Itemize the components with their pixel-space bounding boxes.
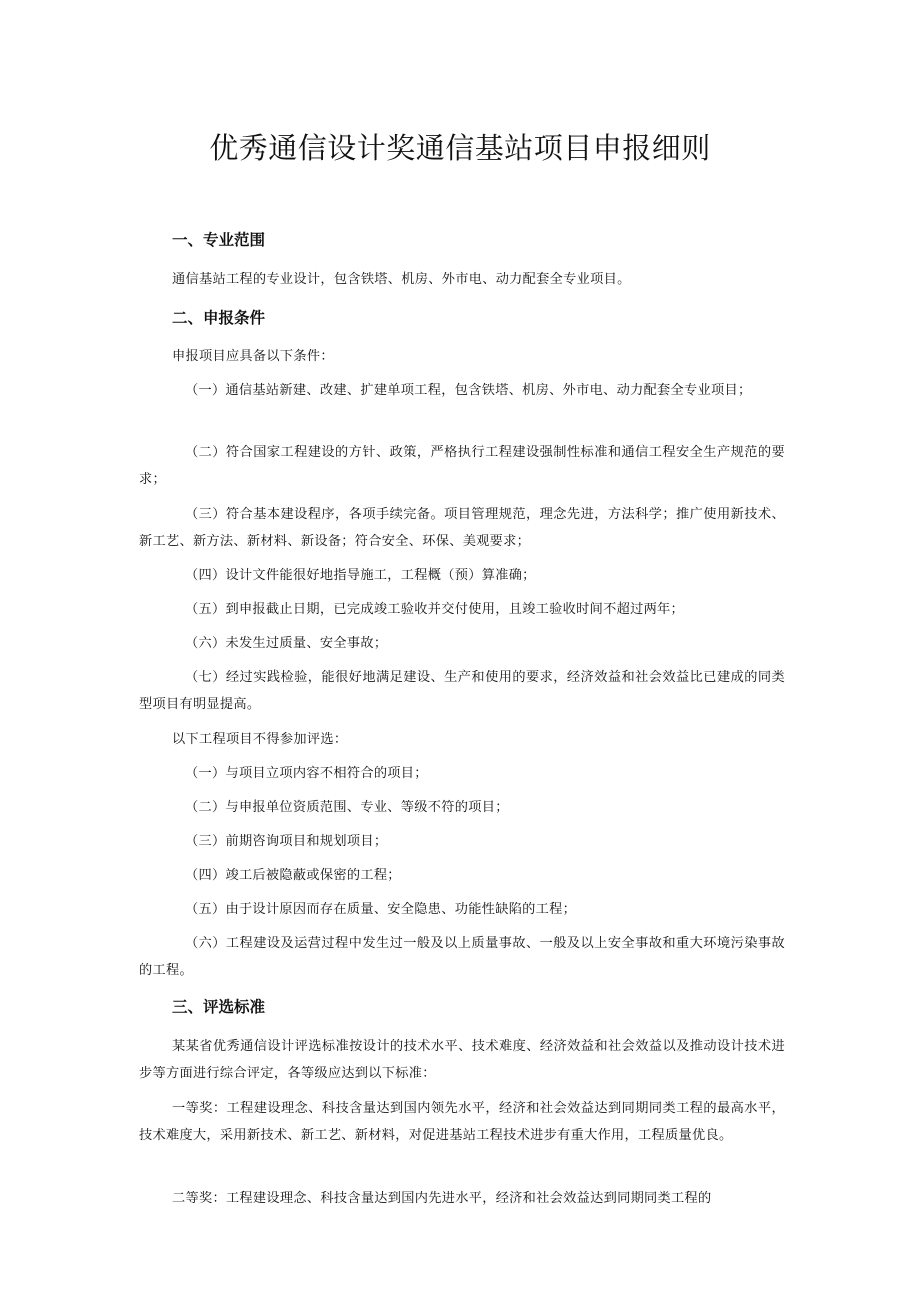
section-heading-conditions: 二、申报条件	[172, 309, 266, 327]
condition-item: （一）通信基站新建、改建、扩建单项工程，包含铁塔、机房、外市电、动力配套全专业项目；	[185, 383, 752, 398]
section-heading-scope: 一、专业范围	[172, 231, 266, 249]
condition-item: （五）到申报截止日期，已完成竣工验收并交付使用，且竣工验收时间不超过两年；	[185, 602, 685, 617]
condition-item: （三）符合基本建设程序，各项手续完备。项目管理规范，理念先进，方法科学；推广使用新技术、新工艺、新方法、新材料、新设备；符合安全、环保、美观要求；	[139, 507, 785, 549]
exclusion-item: （二）与申报单位资质范围、专业、等级不符的项目；	[185, 800, 509, 815]
exclusion-item: （五）由于设计原因而存在质量、安全隐患、功能性缺陷的工程；	[185, 902, 577, 917]
second-prize-criteria: 二等奖：工程建设理念、科技含量达到国内先进水平，经济和社会效益达到同期同类工程的	[172, 1191, 712, 1206]
exclusion-item: （四）竣工后被隐蔽或保密的工程；	[185, 868, 401, 883]
conditions-intro: 申报项目应具备以下条件：	[172, 349, 334, 364]
document-title: 优秀通信设计奖通信基站项目申报细则	[209, 131, 711, 165]
exclusions-intro: 以下工程项目不得参加评选：	[172, 732, 348, 747]
scope-paragraph: 通信基站工程的专业设计，包含铁塔、机房、外市电、动力配套全专业项目。	[172, 272, 631, 287]
exclusion-item: （三）前期咨询项目和规划项目；	[185, 834, 388, 849]
condition-item: （二）符合国家工程建设的方针、政策，严格执行工程建设强制性标准和通信工程安全生产规范的要求；	[139, 445, 785, 487]
exclusion-item: （一）与项目立项内容不相符合的项目；	[185, 766, 428, 781]
condition-item: （四）设计文件能很好地指导施工，工程概（预）算准确；	[185, 568, 536, 583]
condition-item: （六）未发生过质量、安全事故；	[185, 636, 388, 651]
first-prize-criteria: 一等奖：工程建设理念、科技含量达到国内领先水平，经济和社会效益达到同期同类工程的最高水平，技术难度大，采用新技术、新工艺、新材料，对促进基站工程技术进步有重大作用，工程质量优良。	[139, 1101, 785, 1143]
condition-item: （七）经过实践检验，能很好地满足建设、生产和使用的要求，经济效益和社会效益比已建成的同类型项目有明显提高。	[139, 670, 785, 712]
exclusion-item: （六）工程建设及运营过程中发生过一般及以上质量事故、一般及以上安全事故和重大环境污染事故的工程。	[139, 936, 785, 978]
criteria-intro: 某某省优秀通信设计评选标准按设计的技术水平、技术难度、经济效益和社会效益以及推动设计技术进步等方面进行综合评定，各等级应达到以下标准：	[139, 1039, 785, 1081]
section-heading-criteria: 三、评选标准	[172, 998, 266, 1016]
